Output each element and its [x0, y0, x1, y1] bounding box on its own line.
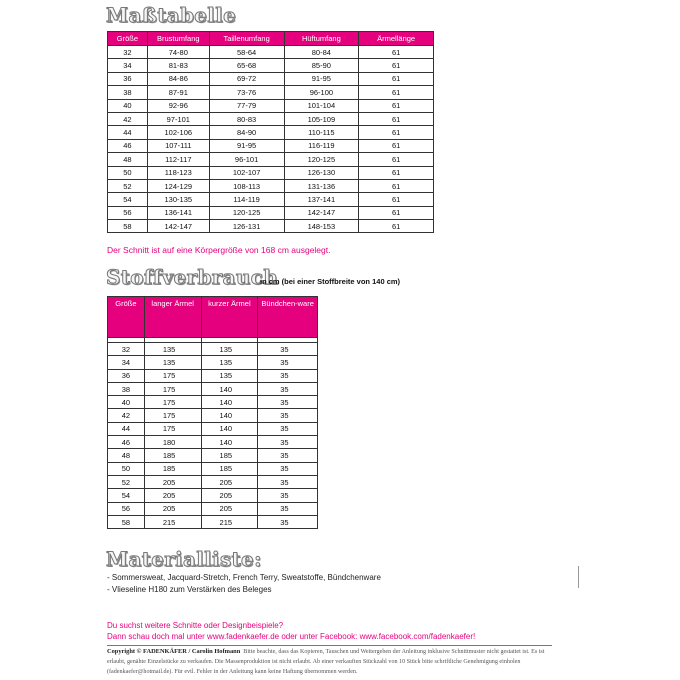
measure-table-cell: 65-68	[209, 59, 284, 72]
measure-table-cell: 120-125	[284, 153, 359, 166]
measure-table-cell: 58	[108, 220, 148, 233]
measure-table-cell: 61	[359, 99, 434, 112]
measure-table-cell: 61	[359, 153, 434, 166]
measure-table-cell: 48	[108, 153, 148, 166]
measure-table-cell: 61	[359, 179, 434, 192]
fabric-table-cell: 36	[108, 369, 145, 382]
measure-table-cell: 80-83	[209, 112, 284, 125]
body-height-note: Der Schnitt ist auf eine Körpergröße von 168 cm ausgelegt.	[107, 245, 331, 255]
measure-table-row	[108, 153, 434, 166]
fabric-table-row	[108, 475, 318, 488]
measure-table-cell: 61	[359, 46, 434, 59]
copyright-text: Bitte beachte, dass das Kopieren, Tauschen und Weitergeben der Anleitung inklusive Schnittmuster nicht gestattet ist. Es ist erlaubt, genähte Einzelstücke zu verkaufen. Die Massenproduktion ist nicht erlaubt. Ab einer verkauften Stückzahl von 10 Stück bitte schriftliche Genehmigung einholen (fadenkaefer@hotmail.de). Für evtl. Fehler in der Anleitung kann keine Haftung übernommen werden.	[107, 649, 545, 675]
fabric-table-row	[108, 502, 318, 515]
measure-table-cell: 120-125	[209, 206, 284, 219]
fabric-table-cell: 35	[258, 422, 318, 435]
fabric-table-cell: 35	[258, 475, 318, 488]
fabric-table-row	[108, 369, 318, 382]
measure-table-cell: 56	[108, 206, 148, 219]
fabric-table-cell: 35	[258, 449, 318, 462]
measure-table-cell: 34	[108, 59, 148, 72]
fabric-table-cell: 32	[108, 343, 145, 356]
fabric-table	[107, 296, 318, 529]
measure-table-cell: 40	[108, 99, 148, 112]
fabric-table-cell: 175	[144, 382, 201, 395]
measure-table-cell: 126-131	[209, 220, 284, 233]
fabric-table-cell: 40	[108, 396, 145, 409]
fabric-table-cell: 44	[108, 422, 145, 435]
fabric-table-cell: 135	[201, 343, 258, 356]
fabric-table-header-row	[108, 297, 318, 338]
measure-table-cell: 91-95	[284, 72, 359, 85]
measure-table-cell: 91-95	[209, 139, 284, 152]
measure-table-cell: 52	[108, 179, 148, 192]
measure-table-cell: 36	[108, 72, 148, 85]
measure-col-header: Brustumfang	[147, 32, 209, 46]
measure-table-row	[108, 193, 434, 206]
fabric-table-cell: 35	[258, 515, 318, 528]
fabric-table-cell: 205	[201, 489, 258, 502]
measure-table-header-row	[108, 32, 434, 46]
fabric-col-header: kurzer Ärmel	[201, 297, 258, 338]
measure-table-cell: 50	[108, 166, 148, 179]
measure-table-cell: 61	[359, 72, 434, 85]
measure-table-cell: 46	[108, 139, 148, 152]
measure-table-row	[108, 220, 434, 233]
fabric-table-cell: 38	[108, 382, 145, 395]
measure-table-cell: 81-83	[147, 59, 209, 72]
measure-table-cell: 61	[359, 139, 434, 152]
measure-table-cell: 61	[359, 166, 434, 179]
measure-table-title: Maßtabelle	[106, 3, 237, 27]
fabric-table-row	[108, 382, 318, 395]
fabric-table-cell: 35	[258, 409, 318, 422]
fabric-table-cell: 185	[201, 449, 258, 462]
measure-table-cell: 77-79	[209, 99, 284, 112]
fabric-table-cell: 175	[144, 422, 201, 435]
measure-table-cell: 73-76	[209, 86, 284, 99]
measure-table-row	[108, 206, 434, 219]
fabric-table-cell: 42	[108, 409, 145, 422]
measure-table-cell: 107-111	[147, 139, 209, 152]
fabric-table-cell: 56	[108, 502, 145, 515]
measure-table-row	[108, 86, 434, 99]
measure-table-cell: 148-153	[284, 220, 359, 233]
measure-table-cell: 142-147	[284, 206, 359, 219]
promo-links: Dann schau doch mal unter www.fadenkaefer.de oder unter Facebook: www.facebook.com/fadenkaefer!	[107, 632, 476, 641]
measure-table-cell: 114-119	[209, 193, 284, 206]
fabric-table-cell: 35	[258, 382, 318, 395]
measure-table-row	[108, 46, 434, 59]
measure-table-cell: 61	[359, 112, 434, 125]
measure-table-row	[108, 72, 434, 85]
measure-table-cell: 116-119	[284, 139, 359, 152]
measure-table-row	[108, 126, 434, 139]
fabric-table-cell: 135	[144, 356, 201, 369]
measure-table-cell: 102-107	[209, 166, 284, 179]
measure-table-cell: 96-100	[284, 86, 359, 99]
materials-item: - Vlieseline H180 zum Verstärken des Beleges	[107, 585, 272, 594]
fabric-table-cell: 205	[201, 475, 258, 488]
fabric-table-cell: 35	[258, 369, 318, 382]
fabric-table-cell: 180	[144, 436, 201, 449]
measure-table	[107, 31, 434, 233]
measure-table-cell: 110-115	[284, 126, 359, 139]
measure-table-row	[108, 112, 434, 125]
measure-table-cell: 108-113	[209, 179, 284, 192]
fabric-table-cell: 205	[144, 489, 201, 502]
measure-table-cell: 118-123	[147, 166, 209, 179]
fabric-table-cell: 185	[201, 462, 258, 475]
copyright-notice	[107, 647, 552, 677]
fabric-table-cell: 175	[144, 369, 201, 382]
fabric-table-cell: 140	[201, 409, 258, 422]
fabric-table-row	[108, 489, 318, 502]
fabric-table-cell: 54	[108, 489, 145, 502]
fabric-table-row	[108, 356, 318, 369]
copyright-label: Copyright © FADENKÄFER / Carolin Hofmann	[107, 648, 241, 655]
measure-table-cell: 61	[359, 220, 434, 233]
fabric-col-header: langer Ärmel	[144, 297, 201, 338]
fabric-table-cell: 205	[144, 502, 201, 515]
footer-divider	[107, 645, 552, 646]
fabric-table-cell: 35	[258, 502, 318, 515]
measure-table-cell: 44	[108, 126, 148, 139]
fabric-table-cell: 46	[108, 436, 145, 449]
fabric-table-row	[108, 449, 318, 462]
measure-table-cell: 137-141	[284, 193, 359, 206]
fabric-table-cell: 140	[201, 436, 258, 449]
fabric-table-cell: 205	[201, 502, 258, 515]
measure-table-row	[108, 179, 434, 192]
measure-table-cell: 54	[108, 193, 148, 206]
measure-table-cell: 102-106	[147, 126, 209, 139]
measure-col-header: Ärmellänge	[359, 32, 434, 46]
measure-table-cell: 32	[108, 46, 148, 59]
fabric-table-row	[108, 515, 318, 528]
fabric-table-cell: 35	[258, 356, 318, 369]
fabric-table-cell: 135	[201, 369, 258, 382]
fabric-table-cell: 140	[201, 422, 258, 435]
fabric-table-row	[108, 396, 318, 409]
measure-table-cell: 87-91	[147, 86, 209, 99]
fabric-table-cell: 215	[144, 515, 201, 528]
fabric-table-cell: 185	[144, 462, 201, 475]
fabric-table-cell: 35	[258, 489, 318, 502]
fabric-table-cell: 215	[201, 515, 258, 528]
measure-table-cell: 69-72	[209, 72, 284, 85]
measure-table-cell: 61	[359, 206, 434, 219]
fabric-table-cell: 52	[108, 475, 145, 488]
fabric-table-cell: 35	[258, 436, 318, 449]
measure-table-cell: 126-130	[284, 166, 359, 179]
measure-table-cell: 61	[359, 59, 434, 72]
fabric-table-cell: 205	[144, 475, 201, 488]
measure-col-header: Taillenumfang	[209, 32, 284, 46]
measure-table-cell: 131-136	[284, 179, 359, 192]
materials-item: - Sommersweat, Jacquard-Stretch, French Terry, Sweatstoffe, Bündchenware	[107, 573, 381, 582]
measure-table-cell: 97-101	[147, 112, 209, 125]
measure-table-cell: 42	[108, 112, 148, 125]
measure-table-cell: 112-117	[147, 153, 209, 166]
fabric-table-title: Stoffverbrauch	[106, 265, 279, 289]
fabric-table-cell: 175	[144, 396, 201, 409]
measure-table-cell: 84-90	[209, 126, 284, 139]
measure-table-cell: 84-86	[147, 72, 209, 85]
measure-table-cell: 136-141	[147, 206, 209, 219]
fabric-table-cell: 58	[108, 515, 145, 528]
fabric-col-header: Bündchen-ware	[258, 297, 318, 338]
measure-table-cell: 105-109	[284, 112, 359, 125]
measure-table-cell: 124-129	[147, 179, 209, 192]
measure-table-row	[108, 99, 434, 112]
fabric-table-cell: 140	[201, 382, 258, 395]
fabric-table-cell: 140	[201, 396, 258, 409]
fabric-table-cell: 35	[258, 462, 318, 475]
fabric-col-header: Größe	[108, 297, 145, 338]
measure-table-row	[108, 59, 434, 72]
fabric-table-row	[108, 343, 318, 356]
measure-col-header: Hüftumfang	[284, 32, 359, 46]
fabric-table-cell: 135	[201, 356, 258, 369]
measure-table-cell: 96-101	[209, 153, 284, 166]
measure-table-cell: 80-84	[284, 46, 359, 59]
fabric-table-cell: 135	[144, 343, 201, 356]
fabric-table-row	[108, 422, 318, 435]
divider	[578, 566, 579, 588]
fabric-table-cell: 35	[258, 343, 318, 356]
measure-table-cell: 38	[108, 86, 148, 99]
fabric-table-cell: 175	[144, 409, 201, 422]
measure-table-cell: 101-104	[284, 99, 359, 112]
materials-title: Materialliste:	[106, 547, 262, 571]
fabric-table-row	[108, 409, 318, 422]
measure-table-cell: 85-90	[284, 59, 359, 72]
measure-table-cell: 61	[359, 126, 434, 139]
measure-table-cell: 130-135	[147, 193, 209, 206]
fabric-table-cell: 48	[108, 449, 145, 462]
fabric-table-cell: 34	[108, 356, 145, 369]
measure-table-row	[108, 166, 434, 179]
fabric-table-row	[108, 462, 318, 475]
fabric-table-cell: 50	[108, 462, 145, 475]
fabric-table-row	[108, 436, 318, 449]
measure-table-cell: 92-96	[147, 99, 209, 112]
fabric-table-cell: 35	[258, 396, 318, 409]
measure-table-cell: 58-64	[209, 46, 284, 59]
measure-table-cell: 142-147	[147, 220, 209, 233]
fabric-table-subtitle: in cm (bei einer Stoffbreite von 140 cm)	[260, 277, 401, 286]
measure-table-cell: 61	[359, 193, 434, 206]
measure-table-row	[108, 139, 434, 152]
measure-table-cell: 74-80	[147, 46, 209, 59]
promo-question: Du suchst weitere Schnitte oder Designbeispiele?	[107, 621, 284, 630]
measure-table-cell: 61	[359, 86, 434, 99]
fabric-table-cell: 185	[144, 449, 201, 462]
measure-col-header: Größe	[108, 32, 148, 46]
